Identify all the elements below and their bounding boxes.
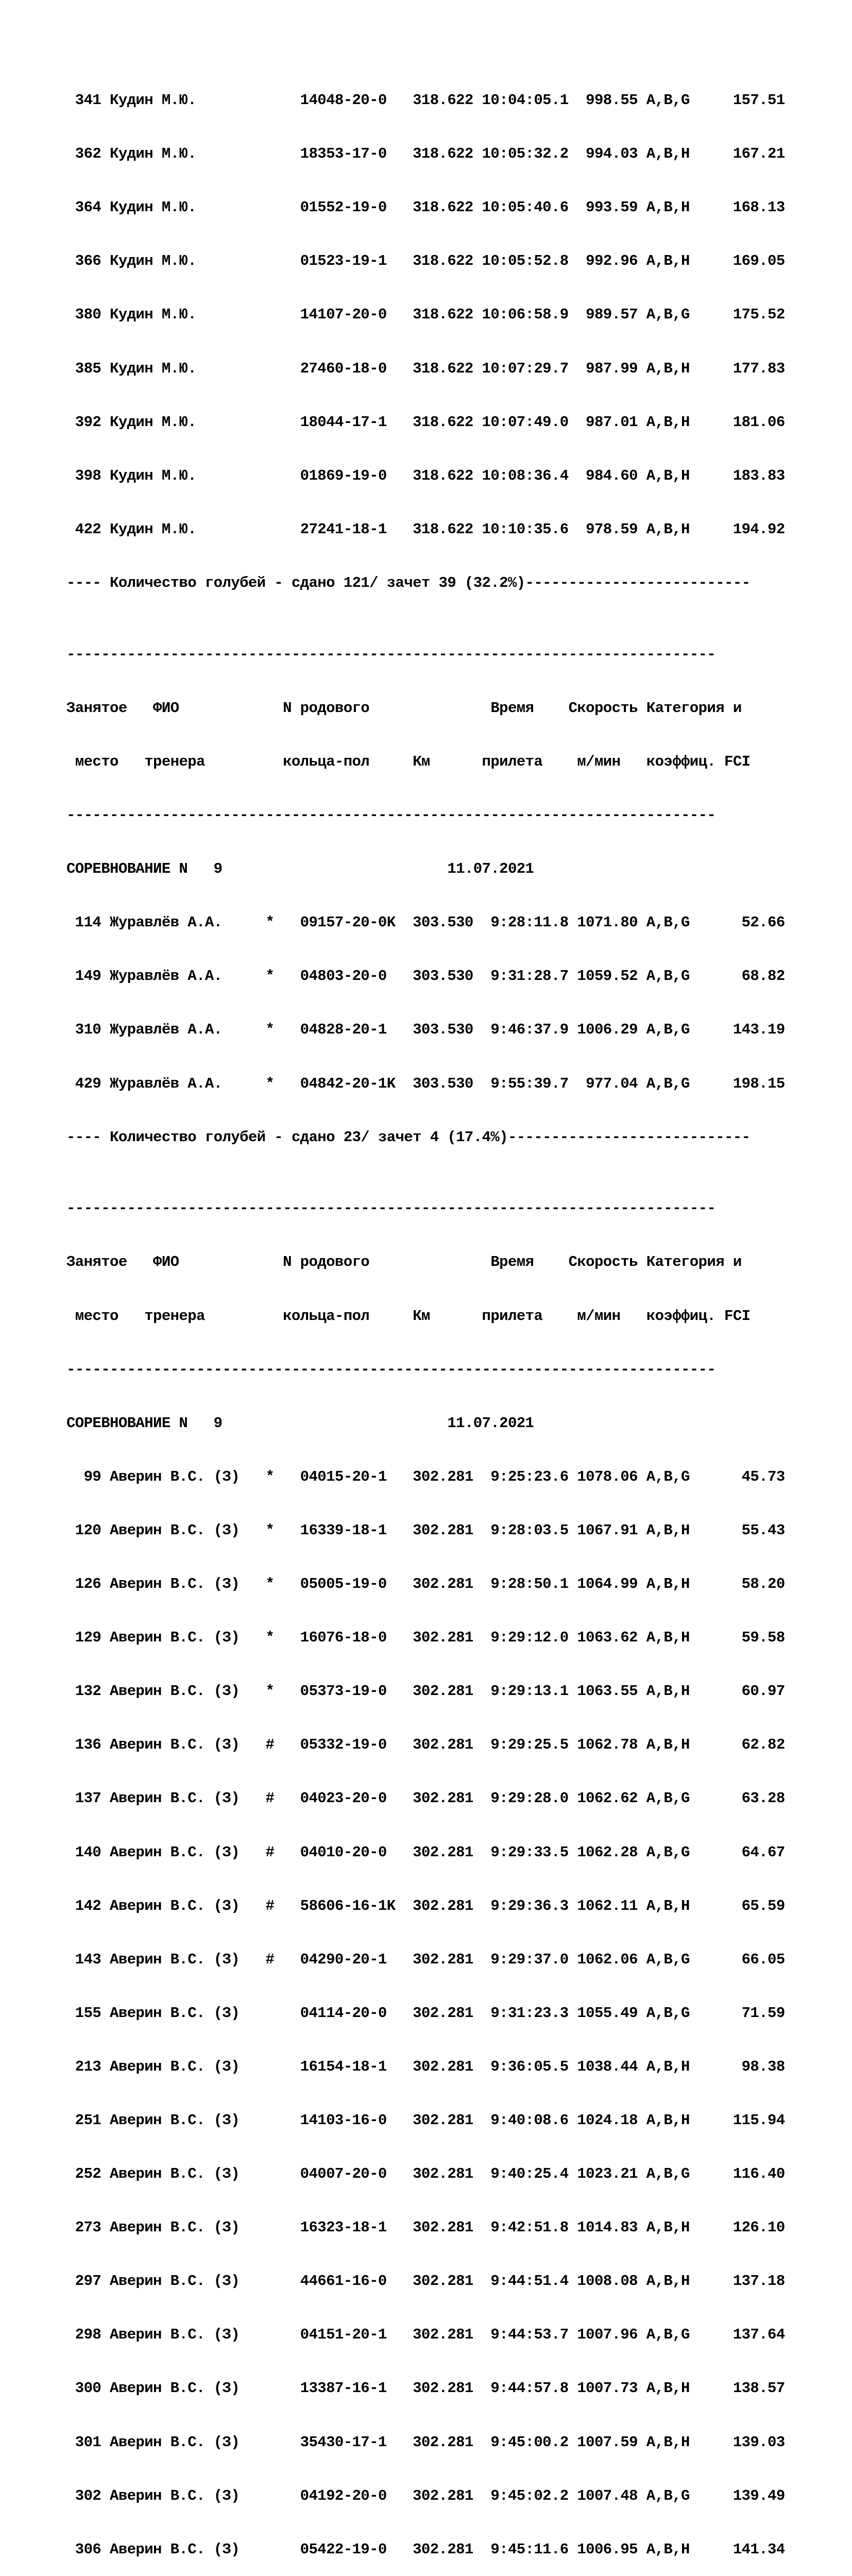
rule-line: --------------------------------------------------------------------------- (66, 1200, 716, 1217)
competition-title: СОРЕВНОВАНИЕ N 9 11.07.2021 (66, 1414, 534, 1432)
result-row: 429 Журавлёв А.А. * 04842-20-1K 303.530 9:55:39.7 977.04 A,B,G 198.15 (66, 1075, 785, 1092)
result-row: 297 Аверин В.С. (З) 44661-16-0 302.281 9:44:51.4 1008.08 A,B,H 137.18 (66, 2273, 785, 2290)
rule-line: --------------------------------------------------------------------------- (66, 807, 716, 824)
result-row: 114 Журавлёв А.А. * 09157-20-0K 303.530 9:28:11.8 1071.80 A,B,G 52.66 (66, 914, 785, 931)
result-row: 298 Аверин В.С. (З) 04151-20-1 302.281 9:44:53.7 1007.96 A,B,G 137.64 (66, 2326, 785, 2344)
result-row: 341 Кудин М.Ю. 14048-20-0 318.622 10:04:05.1 998.55 A,B,G 157.51 (66, 92, 785, 109)
header-line-2: место тренера кольца-пол Км прилета м/мин коэффиц. FCI (66, 1307, 751, 1325)
results-report (66, 38, 785, 2576)
result-row: 300 Аверин В.С. (З) 13387-16-1 302.281 9:44:57.8 1007.73 A,B,H 138.57 (66, 2380, 785, 2397)
result-row: 251 Аверин В.С. (З) 14103-16-0 302.281 9:40:08.6 1024.18 A,B,H 115.94 (66, 2111, 785, 2129)
result-row: 149 Журавлёв А.А. * 04803-20-0 303.530 9:31:28.7 1059.52 A,B,G 68.82 (66, 968, 785, 985)
result-row: 132 Аверин В.С. (З) * 05373-19-0 302.281 9:29:13.1 1063.55 A,B,H 60.97 (66, 1683, 785, 1700)
result-row: 252 Аверин В.С. (З) 04007-20-0 302.281 9:40:25.4 1023.21 A,B,G 116.40 (66, 2165, 785, 2183)
result-row: 155 Аверин В.С. (З) 04114-20-0 302.281 9:31:23.3 1055.49 A,B,G 71.59 (66, 2004, 785, 2022)
result-row: 99 Аверин В.С. (З) * 04015-20-1 302.281 9:25:23.6 1078.06 A,B,G 45.73 (66, 1468, 785, 1485)
result-row: 385 Кудин М.Ю. 27460-18-0 318.622 10:07:29.7 987.99 A,B,H 177.83 (66, 360, 785, 377)
result-row: 137 Аверин В.С. (З) # 04023-20-0 302.281 9:29:28.0 1062.62 A,B,G 63.28 (66, 1790, 785, 1807)
result-row: 129 Аверин В.С. (З) * 16076-18-0 302.281 9:29:12.0 1063.62 A,B,H 59.58 (66, 1629, 785, 1647)
result-row: 392 Кудин М.Ю. 18044-17-1 318.622 10:07:49.0 987.01 A,B,H 181.06 (66, 413, 785, 431)
result-row: 362 Кудин М.Ю. 18353-17-0 318.622 10:05:32.2 994.03 A,B,H 167.21 (66, 145, 785, 163)
result-row: 213 Аверин В.С. (З) 16154-18-1 302.281 9:36:05.5 1038.44 A,B,H 98.38 (66, 2058, 785, 2075)
competition-title: СОРЕВНОВАНИЕ N 9 11.07.2021 (66, 860, 534, 878)
rule-line: --------------------------------------------------------------------------- (66, 1361, 716, 1378)
result-row: 301 Аверин В.С. (З) 35430-17-1 302.281 9:45:00.2 1007.59 A,B,H 139.03 (66, 2433, 785, 2451)
result-row: 273 Аверин В.С. (З) 16323-18-1 302.281 9:42:51.8 1014.83 A,B,H 126.10 (66, 2219, 785, 2236)
result-row: 120 Аверин В.С. (З) * 16339-18-1 302.281 9:28:03.5 1067.91 A,B,H 55.43 (66, 1521, 785, 1539)
result-row: 364 Кудин М.Ю. 01552-19-0 318.622 10:05:40.6 993.59 A,B,H 168.13 (66, 199, 785, 216)
summary-line: ---- Количество голубей - сдано 23/ зачет 4 (17.4%)---------------------------- (66, 1128, 751, 1146)
header-line-1: Занятое ФИО N родового Время Скорость Категория и (66, 699, 742, 717)
result-row: 126 Аверин В.С. (З) * 05005-19-0 302.281 9:28:50.1 1064.99 A,B,H 58.20 (66, 1575, 785, 1593)
result-row: 306 Аверин В.С. (З) 05422-19-0 302.281 9:45:11.6 1006.95 A,B,H 141.34 (66, 2540, 785, 2558)
result-row: 380 Кудин М.Ю. 14107-20-0 318.622 10:06:58.9 989.57 A,B,G 175.52 (66, 306, 785, 324)
result-row: 310 Журавлёв А.А. * 04828-20-1 303.530 9:46:37.9 1006.29 A,B,G 143.19 (66, 1021, 785, 1039)
summary-line: ---- Количество голубей - сдано 121/ зачет 39 (32.2%)-------------------------- (66, 574, 751, 591)
result-row: 140 Аверин В.С. (З) # 04010-20-0 302.281 9:29:33.5 1062.28 A,B,G 64.67 (66, 1843, 785, 1861)
result-row: 143 Аверин В.С. (З) # 04290-20-1 302.281 9:29:37.0 1062.06 A,B,G 66.05 (66, 1951, 785, 1968)
result-row: 422 Кудин М.Ю. 27241-18-1 318.622 10:10:35.6 978.59 A,B,H 194.92 (66, 520, 785, 538)
result-row: 398 Кудин М.Ю. 01869-19-0 318.622 10:08:36.4 984.60 A,B,H 183.83 (66, 467, 785, 484)
rule-line: --------------------------------------------------------------------------- (66, 646, 716, 663)
result-row: 302 Аверин В.С. (З) 04192-20-0 302.281 9:45:02.2 1007.48 A,B,G 139.49 (66, 2487, 785, 2504)
result-row: 366 Кудин М.Ю. 01523-19-1 318.622 10:05:52.8 992.96 A,B,H 169.05 (66, 252, 785, 270)
header-line-1: Занятое ФИО N родового Время Скорость Категория и (66, 1253, 742, 1271)
result-row: 142 Аверин В.С. (З) # 58606-16-1K 302.281 9:29:36.3 1062.11 A,B,H 65.59 (66, 1897, 785, 1914)
header-line-2: место тренера кольца-пол Км прилета м/мин коэффиц. FCI (66, 753, 751, 770)
result-row: 136 Аверин В.С. (З) # 05332-19-0 302.281 9:29:25.5 1062.78 A,B,H 62.82 (66, 1736, 785, 1754)
